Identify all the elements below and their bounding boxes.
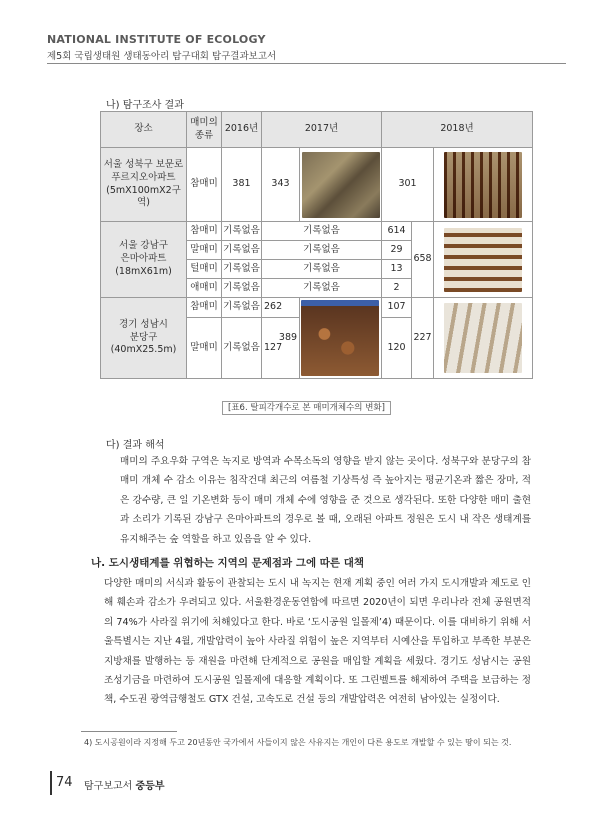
value-cell: 262 [262, 298, 300, 318]
photo-cicada-shells-grid-icon [444, 228, 522, 292]
caption-text: [표6. 탈피각개수로 본 매미개체수의 변화] [222, 401, 391, 415]
table-row [101, 148, 533, 222]
header-2016: 2016년 [222, 112, 262, 148]
photo-cell [278, 298, 382, 379]
value-cell-total: 389 [278, 331, 298, 343]
value-cell: 301 [382, 148, 434, 222]
value-cell: 기록없음 [262, 222, 382, 241]
species-cell: 참매미 [187, 222, 222, 241]
result-title: 다) 결과 해석 [106, 440, 165, 451]
place-seoul-seongbuk: 서울 성북구 보문로 푸르지오아파트 (5mX100mX2구역) [101, 148, 187, 222]
header-species: 매미의 종류 [187, 112, 222, 148]
species-cell: 참매미 [187, 148, 222, 222]
page-number: 74 [56, 775, 73, 790]
value-cell: 기록없음 [222, 260, 262, 279]
value-cell: 127 [262, 318, 300, 379]
value-cell-total: 227 [412, 298, 434, 379]
place-seoul-gangnam: 서울 강남구 은마아파트 (18mX61m) [101, 222, 187, 298]
footer-division: 중등부 [135, 781, 165, 792]
value-cell: 29 [382, 241, 412, 260]
photo-cicada-shells-bag-icon [302, 152, 380, 218]
value-cell: 기록없음 [262, 241, 382, 260]
value-cell: 614 [382, 222, 412, 241]
value-cell: 기록없음 [222, 241, 262, 260]
header-divider [47, 63, 566, 64]
species-cell: 참매미 [187, 298, 222, 318]
footer-bar [50, 771, 52, 795]
species-cell: 털매미 [187, 260, 222, 279]
value-cell: 기록없음 [262, 260, 382, 279]
footer-label [84, 777, 164, 792]
threat-body: 다양한 매미의 서식과 활동이 관찰되는 도시 내 녹지는 현재 계획 중인 여러 가지 도시개발과 제도로 인해 훼손과 감소가 우려되고 있다. 서울환경운동연합에 따르면 2020년이 되면 우리나라 전체 공원면적의 74%가 사라질 위기에 처해있다고 한다. 바로 ‘도시공원 일몰제’4) 때문이다. 이를 대비하기 위해 서울특별시는 지난 4월, 개발압력이 높아 사라질 위험이 높은 지역부터 시예산을 투입하고 부족한 부분은 지방채를 발행하는 등 재원을 마련해 단계적으로 공원을 매입할 계획을 세웠다. 경기도 성남시는 공원 조성기금을 마련하여 도시공원 일몰제에 대응할 계획이다. 또 그린벨트를 해제하여 주택을 보급하는 정책, 수도권 광역급행철도 GTX 건설, 고속도로 건설 등의 개발압력은 여전히 남아있는 실정이다. [104, 578, 531, 706]
value-cell: 기록없음 [222, 318, 262, 379]
place-gyeonggi-bundang: 경기 성남시 분당구 (40mX25.5m) [101, 298, 187, 379]
photo-cell [434, 298, 533, 379]
photo-cicada-shells-box-icon [301, 300, 379, 376]
section-title: 나) 탐구조사 결과 [106, 100, 184, 111]
footnote-divider [81, 731, 177, 732]
photo-cell [434, 222, 533, 298]
photo-cicada-shells-labeled-icon [444, 303, 522, 373]
value-cell: 기록없음 [222, 222, 262, 241]
header-org: NATIONAL INSTITUTE OF ECOLOGY [47, 33, 266, 46]
footnote: 4) 도시공원이라 지정해 두고 20년동안 국가에서 사들이지 않은 사유지는 개인이 다른 용도로 개발할 수 있는 땅이 되는 것. [84, 738, 512, 747]
result-body: 매미의 주요우화 구역은 녹지로 방역과 수목소독의 영향을 받지 않는 곳이다. 성북구와 분당구의 참매미 개체 수 감소 이유는 침작건대 최근의 여름철 기상특성 즉 높아지는 평균기온과 짧은 장마, 적은 강수량, 큰 일 기온변화 등이 매미 개체 수에 영향을 준 것으로 생각된다. 또한 다양한 매미 출현과 소리가 기록된 강남구 은마아파트의 경우로 볼 때, 오래된 아파트 정원은 도시 내 작은 생태계를 유지해주는 숲 역할을 하고 있음을 알 수 있다. [120, 456, 531, 545]
value-cell-total: 658 [412, 222, 434, 298]
value-cell: 381 [222, 148, 262, 222]
survey-table [100, 111, 533, 379]
photo-cicada-shells-rows-icon [444, 152, 522, 218]
species-cell: 말매미 [187, 318, 222, 379]
table-row [101, 298, 533, 318]
value-cell: 2 [382, 279, 412, 298]
photo-cell [300, 148, 382, 222]
species-cell: 말매미 [187, 241, 222, 260]
table-caption [0, 401, 613, 413]
value-cell: 기록없음 [222, 279, 262, 298]
photo-cell [434, 148, 533, 222]
header-2017: 2017년 [262, 112, 382, 148]
value-cell: 120 [382, 318, 412, 379]
header-2018: 2018년 [382, 112, 533, 148]
header-subtitle: 제5회 국립생태원 생태동아리 탐구대회 탐구결과보고서 [47, 51, 277, 62]
value-cell: 13 [382, 260, 412, 279]
value-cell: 기록없음 [262, 279, 382, 298]
species-cell: 애매미 [187, 279, 222, 298]
table-row [101, 222, 533, 241]
value-cell: 107 [382, 298, 412, 318]
header-place: 장소 [101, 112, 187, 148]
footer-report: 탐구보고서 [84, 781, 133, 792]
value-cell: 343 [262, 148, 300, 222]
threat-title: 나. 도시생태계를 위협하는 지역의 문제점과 그에 따른 대책 [91, 557, 365, 569]
value-cell: 기록없음 [222, 298, 262, 318]
